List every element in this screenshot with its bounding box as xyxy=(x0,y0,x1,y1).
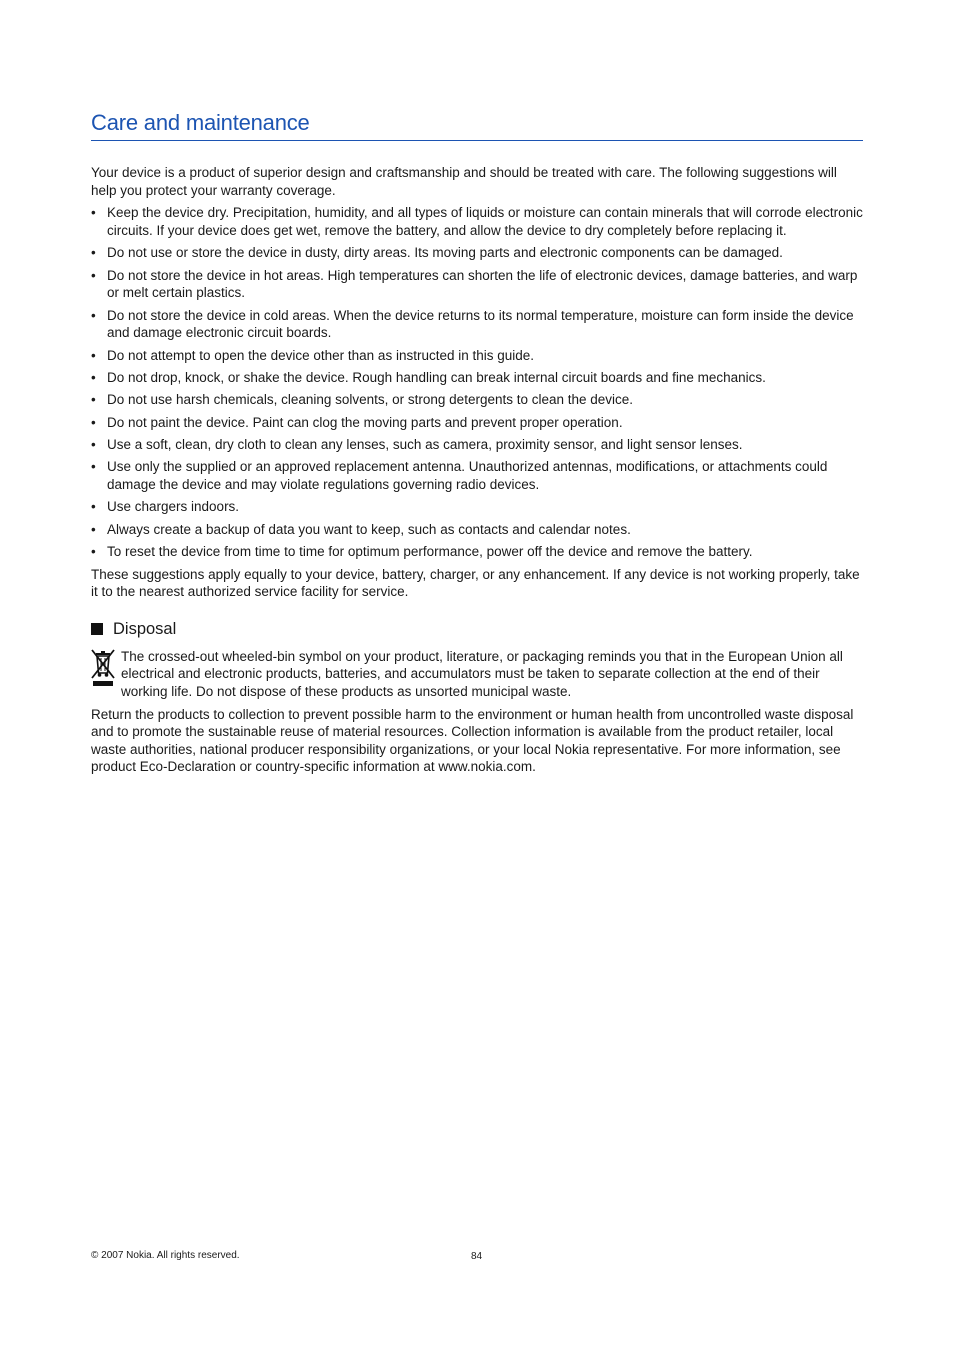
care-suggestion-text: Do not store the device in hot areas. High temperatures can shorten the life of electronic devices, damage batteries, and warp or melt certain plastics. xyxy=(107,267,858,301)
care-suggestion-item xyxy=(91,521,863,539)
care-suggestion-text: Do not use harsh chemicals, cleaning solvents, or strong detergents to clean the device. xyxy=(107,392,634,408)
care-suggestion-text: Do not attempt to open the device other than as instructed in this guide. xyxy=(107,347,535,363)
care-suggestion-text: Do not paint the device. Paint can clog the moving parts and prevent proper operation. xyxy=(107,414,623,430)
closing-paragraph: These suggestions apply equally to your device, battery, charger, or any enhancement. If any device is not working properly, take it to the nearest authorized service facility for service. xyxy=(91,566,860,600)
bullet-glyph: • xyxy=(91,499,96,515)
crossed-out-wheeled-bin-icon xyxy=(91,649,115,687)
care-suggestion-item xyxy=(91,391,863,409)
care-suggestion-item xyxy=(91,347,863,365)
bullet-glyph: • xyxy=(91,544,96,560)
bullet-glyph: • xyxy=(91,307,96,323)
bullet-glyph: • xyxy=(91,369,96,385)
care-suggestion-item xyxy=(91,543,863,561)
care-suggestion-text: Do not use or store the device in dusty, dirty areas. Its moving parts and electronic components can be damaged. xyxy=(107,245,783,261)
bullet-glyph: • xyxy=(91,521,96,537)
care-suggestion-text: Keep the device dry. Precipitation, humidity, and all types of liquids or moisture can contain minerals that will corrode electronic circuits. If your device does get wet, remove the battery, and allow the device to dry completely before replacing it. xyxy=(107,205,863,238)
bullet-glyph: • xyxy=(91,267,96,283)
care-suggestion-text: Do not drop, knock, or shake the device. Rough handling can break internal circuit boards and fine mechanics. xyxy=(107,369,766,385)
care-suggestion-text: Use only the supplied or an approved replacement antenna. Unauthorized antennas, modifications, or attachments could damage the device and may violate regulations governing radio devices. xyxy=(107,459,828,493)
care-suggestion-item xyxy=(91,267,863,302)
care-suggestion-item xyxy=(91,244,863,262)
disposal-symbol-block xyxy=(91,648,863,701)
bullet-glyph: • xyxy=(91,347,96,363)
disposal-symbol-text: The crossed-out wheeled-bin symbol on your product, literature, or packaging reminds you that in the European Union all electrical and electronic products, batteries, and accumulators must be taken to separate collection at the end of their working life. Do not dispose of these products as unsorted municipal waste. xyxy=(121,648,843,700)
care-suggestion-text: To reset the device from time to time for optimum performance, power off the device and remove the battery. xyxy=(107,544,753,560)
bullet-glyph: • xyxy=(91,205,96,221)
page-title: Care and maintenance xyxy=(91,110,863,141)
footer-page-number: 84 xyxy=(471,1251,483,1262)
care-suggestions-list xyxy=(91,204,863,561)
care-suggestion-item xyxy=(91,307,863,342)
care-suggestion-text: Use a soft, clean, dry cloth to clean any lenses, such as camera, proximity sensor, and light sensor lenses. xyxy=(107,437,743,453)
care-suggestion-text: Always create a backup of data you want to keep, such as contacts and calendar notes. xyxy=(107,521,631,537)
bullet-glyph: • xyxy=(91,245,96,261)
care-suggestion-text: Use chargers indoors. xyxy=(107,499,240,515)
care-suggestion-item xyxy=(91,458,863,493)
bullet-glyph: • xyxy=(91,437,96,453)
section-square-icon xyxy=(91,623,103,635)
care-suggestion-item xyxy=(91,414,863,432)
intro-paragraph: Your device is a product of superior design and craftsmanship and should be treated with care. The following suggestions will help you protect your warranty coverage. xyxy=(91,165,837,198)
bullet-glyph: • xyxy=(91,392,96,408)
care-suggestion-item xyxy=(91,369,863,387)
disposal-heading xyxy=(91,620,863,639)
care-suggestion-text: Do not store the device in cold areas. When the device returns to its normal temperature, moisture can form inside the device and damage electronic circuit boards. xyxy=(107,307,854,341)
care-suggestion-item xyxy=(91,204,863,239)
care-suggestion-item xyxy=(91,436,863,454)
page-content xyxy=(91,110,863,776)
disposal-heading-label: Disposal xyxy=(113,619,177,638)
bullet-glyph: • xyxy=(91,414,96,430)
disposal-return-text: Return the products to collection to prevent possible harm to the environment or human health from uncontrolled waste disposal and to promote the sustainable reuse of material resources. Collection information is available from the product retailer, local waste authorities, national producer responsibility organizations, or your local Nokia representative. For more information, see product Eco-Declaration or country-specific information at www.nokia.com. xyxy=(91,706,854,775)
bullet-glyph: • xyxy=(91,459,96,475)
care-suggestion-item xyxy=(91,498,863,516)
footer-copyright: © 2007 Nokia. All rights reserved. xyxy=(91,1250,240,1261)
